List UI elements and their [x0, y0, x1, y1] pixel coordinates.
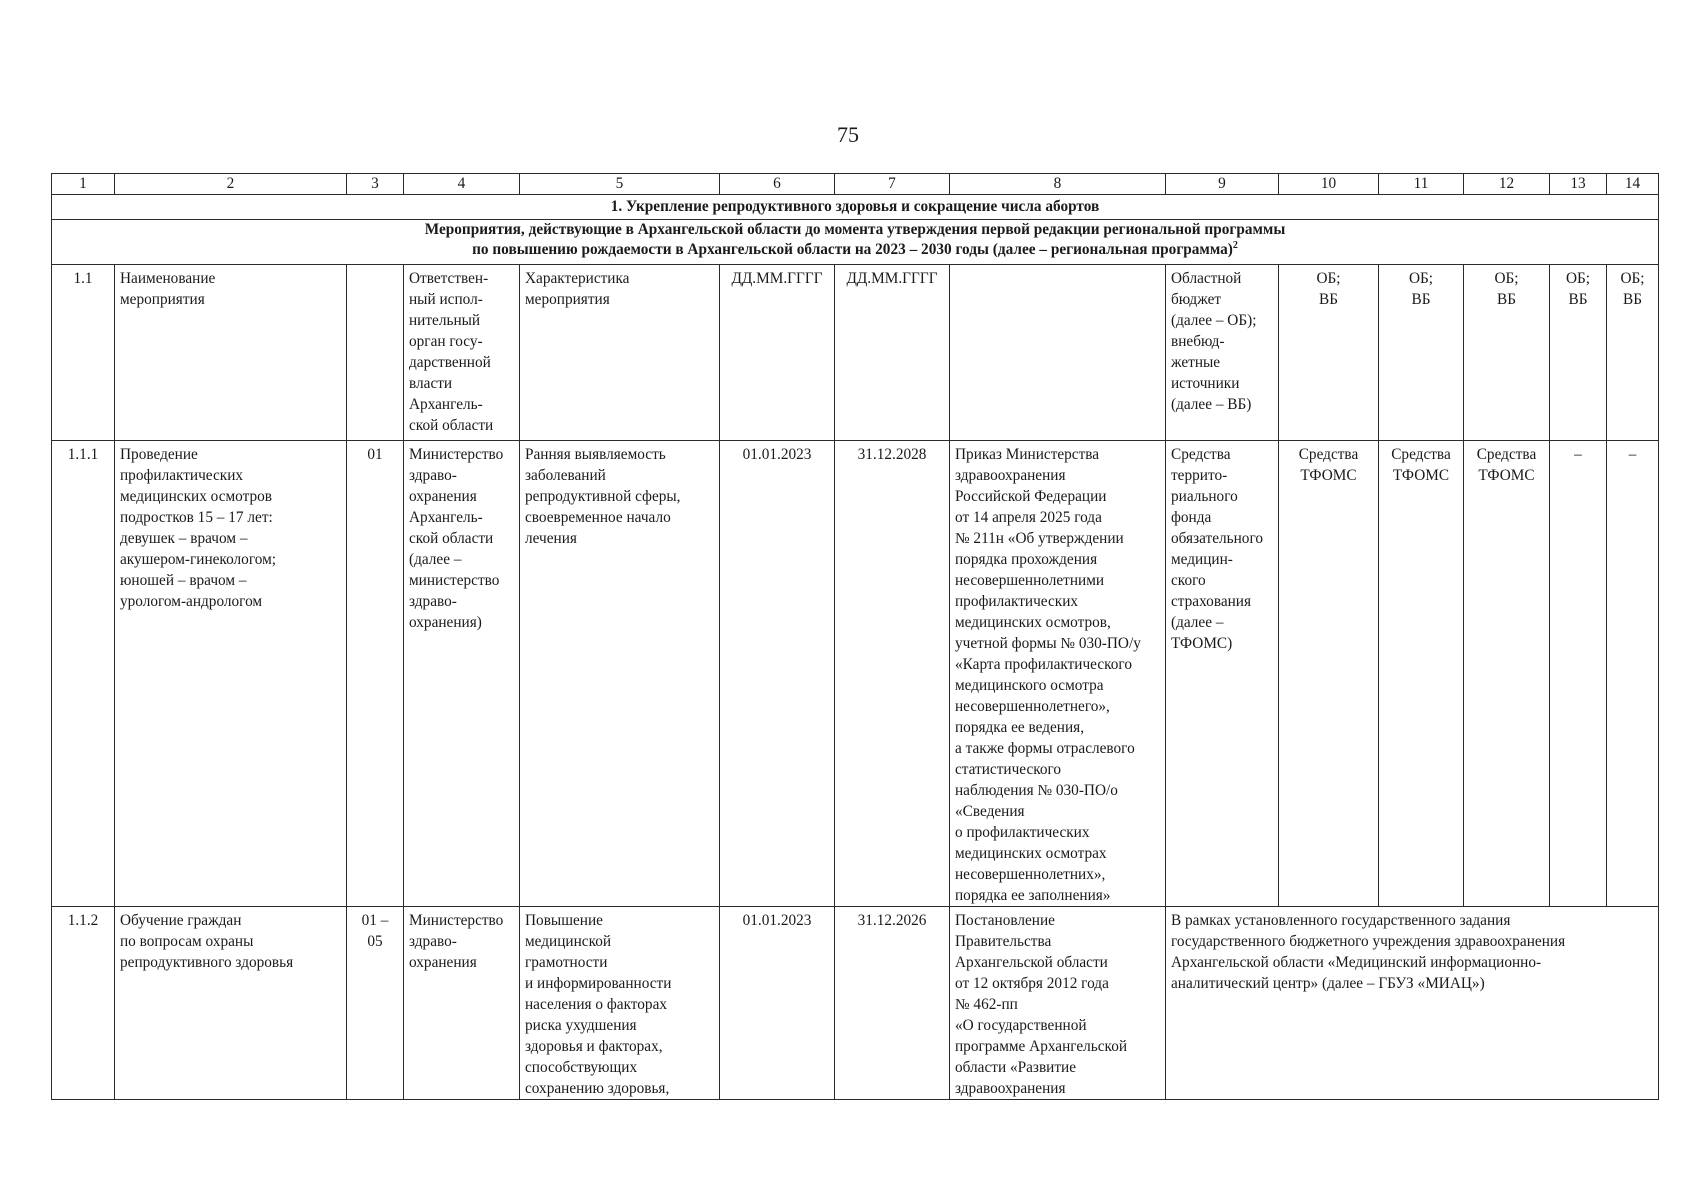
table-row — [52, 907, 1659, 1100]
funding-merged: В рамках установленного государственного задания государственного бюджетного учреждения здравоохранения Архангельской области «Медицинский информационно- аналитический центр» (далее – ГБУЗ «МИАЦ») — [1166, 907, 1659, 1100]
column-number: 7 — [835, 174, 950, 195]
page-number: 75 — [837, 122, 859, 147]
subsection-title: Мероприятия, действующие в Архангельской области до момента утверждения первой редакции региональной программы по повышению рождаемости в Архангельской области на 2023 – 2030 годы (далее – региональная программа) — [424, 221, 1286, 258]
funding-col-13: – — [1550, 441, 1607, 907]
column-number: 10 — [1279, 174, 1379, 195]
measure-description: Повышение медицинской грамотности и информированности населения о факторах риска ухудшения здоровья и факторах, способствующих сохранению здоровья, — [520, 907, 720, 1100]
column-number: 14 — [1607, 174, 1659, 195]
subsection-row — [52, 220, 1659, 265]
column-number: 13 — [1550, 174, 1607, 195]
column-number: 2 — [115, 174, 347, 195]
column-number: 5 — [520, 174, 720, 195]
subsection-footnote: 2 — [1232, 239, 1238, 251]
funding-col-12: Средства ТФОМС — [1464, 441, 1550, 907]
funding-col-14: – — [1607, 441, 1659, 907]
measure-description: Ранняя выявляемость заболеваний репродуктивной сферы, своевременное начало лечения — [520, 441, 720, 907]
start-date: ДД.ММ.ГГГГ — [720, 265, 835, 441]
table-row — [52, 265, 1659, 441]
responsible-executor: Министерство здраво- охранения — [404, 907, 520, 1100]
row-number: 1.1.1 — [52, 441, 115, 907]
end-date: ДД.ММ.ГГГГ — [835, 265, 950, 441]
legal-basis: Постановление Правительства Архангельской области от 12 октября 2012 года № 462-пп «О государственной программе Архангельской области «Развитие здравоохранения — [950, 907, 1166, 1100]
section-title: 1. Укрепление репродуктивного здоровья и сокращение числа абортов — [52, 195, 1659, 220]
legal-basis: Приказ Министерства здравоохранения Российской Федерации от 14 апреля 2025 года № 211н «Об утверждении порядка прохождения несовершеннолетними профилактических медицинских осмотров, учетной формы № 030-ПО/у «Карта профилактического медицинского осмотра несовершеннолетнего», порядка ее ведения, а также формы отраслевого статистического наблюдения № 030-ПО/о «Сведения о профилактических медицинских осмотрах несовершеннолетних», порядка ее заполнения» — [950, 441, 1166, 907]
end-date: 31.12.2026 — [835, 907, 950, 1100]
section-row — [52, 195, 1659, 220]
column-number-row — [52, 174, 1659, 195]
column-number: 3 — [347, 174, 404, 195]
funding-col-11: Средства ТФОМС — [1379, 441, 1464, 907]
funding-col-11: ОБ; ВБ — [1379, 265, 1464, 441]
measure-code — [347, 265, 404, 441]
row-number: 1.1 — [52, 265, 115, 441]
measure-name: Обучение граждан по вопросам охраны репродуктивного здоровья — [115, 907, 347, 1100]
measure-name: Проведение профилактических медицинских осмотров подростков 15 – 17 лет: девушек – врачом – акушером-гинекологом; юношей – врачом – урологом-андрологом — [115, 441, 347, 907]
funding-col-13: ОБ; ВБ — [1550, 265, 1607, 441]
column-number: 1 — [52, 174, 115, 195]
column-number: 11 — [1379, 174, 1464, 195]
funding-col-14: ОБ; ВБ — [1607, 265, 1659, 441]
subsection-cell — [52, 220, 1659, 265]
responsible-executor: Ответствен- ный испол- нительный орган госу- дарственной власти Архангель- ской области — [404, 265, 520, 441]
measure-code: 01 — [347, 441, 404, 907]
funding-col-12: ОБ; ВБ — [1464, 265, 1550, 441]
column-number: 6 — [720, 174, 835, 195]
start-date: 01.01.2023 — [720, 907, 835, 1100]
row-number: 1.1.2 — [52, 907, 115, 1100]
legal-basis — [950, 265, 1166, 441]
start-date: 01.01.2023 — [720, 441, 835, 907]
program-measures-table — [51, 173, 1659, 1100]
funding-col-10: Средства ТФОМС — [1279, 441, 1379, 907]
measure-code: 01 – 05 — [347, 907, 404, 1100]
measure-name: Наименование мероприятия — [115, 265, 347, 441]
table-row — [52, 441, 1659, 907]
end-date: 31.12.2028 — [835, 441, 950, 907]
funding-source: Областной бюджет (далее – ОБ); внебюд- жетные источники (далее – ВБ) — [1166, 265, 1279, 441]
column-number: 12 — [1464, 174, 1550, 195]
funding-col-10: ОБ; ВБ — [1279, 265, 1379, 441]
column-number: 8 — [950, 174, 1166, 195]
column-number: 9 — [1166, 174, 1279, 195]
responsible-executor: Министерство здраво- охранения Архангель- ской области (далее – министерство здраво- охранения) — [404, 441, 520, 907]
column-number: 4 — [404, 174, 520, 195]
funding-source: Средства террито- риального фонда обязательного медицин- ского страхования (далее – ТФОМС) — [1166, 441, 1279, 907]
measure-description: Характеристика мероприятия — [520, 265, 720, 441]
